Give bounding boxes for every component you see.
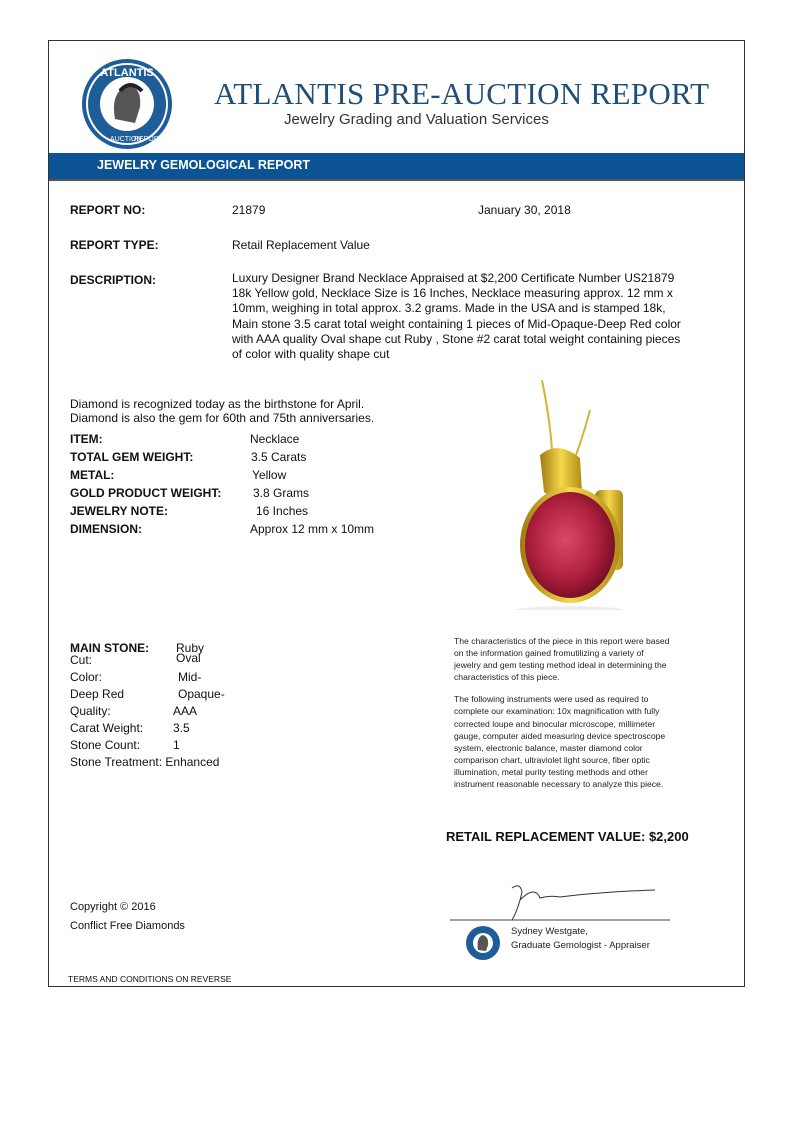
item-label: TOTAL GEM WEIGHT: bbox=[70, 450, 194, 464]
item-value: 16 Inches bbox=[256, 504, 309, 518]
quality-value: AAA bbox=[173, 704, 198, 718]
item-label: METAL: bbox=[70, 468, 115, 482]
quality-label: Quality: bbox=[70, 704, 111, 718]
report-type-label: REPORT TYPE: bbox=[70, 238, 159, 252]
carat-label: Carat Weight: bbox=[70, 721, 144, 735]
item-value: Necklace bbox=[250, 432, 300, 446]
desc-line: 18k Yellow gold, Necklace Size is 16 Inches, Necklace measuring approx. 12 mm x bbox=[232, 286, 673, 301]
desc-line: Main stone 3.5 carat total weight containing 1 pieces of Mid-Opaque-Deep Red color bbox=[232, 316, 681, 331]
birthstone-note bbox=[70, 397, 374, 425]
cut-label: Cut: bbox=[70, 653, 93, 667]
disc-line: The characteristics of the piece in this report were based bbox=[454, 636, 670, 646]
item-label: ITEM: bbox=[70, 432, 103, 446]
signer-name: Sydney Westgate, bbox=[511, 926, 588, 937]
svg-text:REPORT: REPORT bbox=[134, 136, 164, 143]
report-subtitle: Jewelry Grading and Valuation Services bbox=[284, 111, 549, 128]
signer-block bbox=[511, 925, 650, 953]
disc-line: characteristics of this piece. bbox=[454, 672, 560, 683]
main-stone-value: Ruby bbox=[176, 641, 205, 655]
item-values bbox=[250, 430, 374, 538]
birthstone-line: Diamond is recognized today as the birthstone for April. bbox=[70, 397, 365, 411]
disc-line: jewelry and gem testing method ideal in determining the bbox=[454, 660, 667, 671]
item-value: 3.5 Carats bbox=[251, 450, 307, 464]
desc-line: 10mm, weighing in total approx. 3.2 grams. Made in the USA and is stamped 18k, bbox=[232, 301, 666, 316]
section-bar bbox=[49, 153, 744, 181]
svg-text:AUCTION: AUCTION bbox=[110, 136, 142, 143]
cut-value: Oval bbox=[176, 651, 201, 665]
color-label: Color: bbox=[70, 670, 103, 684]
item-labels bbox=[70, 430, 221, 538]
treatment-value: Enhanced bbox=[165, 755, 220, 769]
report-no: 21879 bbox=[232, 203, 266, 217]
disc-line: illumination, metal purity testing methods and other bbox=[454, 766, 648, 777]
company: Conflict Free Diamonds bbox=[70, 920, 185, 932]
item-label: JEWELRY NOTE: bbox=[70, 504, 169, 518]
disc-line: system, electronic balance, master diamond color bbox=[454, 742, 643, 753]
item-label: DIMENSION: bbox=[70, 522, 142, 536]
main-stone-section bbox=[70, 640, 225, 771]
signer-title: Graduate Gemologist - Appraiser bbox=[511, 940, 650, 951]
ruby-pendant-image bbox=[470, 380, 710, 610]
item-label: GOLD PRODUCT WEIGHT: bbox=[70, 486, 222, 500]
atlantis-seal-icon bbox=[465, 925, 501, 961]
treatment-label: Stone Treatment: bbox=[70, 755, 163, 769]
count-value: 1 bbox=[173, 738, 180, 752]
report-date: January 30, 2018 bbox=[478, 203, 571, 217]
report-title: ATLANTIS PRE-AUCTION REPORT bbox=[214, 76, 710, 111]
carat-value: 3.5 bbox=[173, 721, 190, 735]
disclaimer bbox=[454, 635, 669, 790]
desc-line: with AAA quality Oval shape cut Ruby , Stone #2 carat total weight containing pieces bbox=[232, 331, 681, 346]
disc-line: gauge, computer aided measuring device spectroscope bbox=[454, 730, 666, 741]
birthstone-line: Diamond is also the gem for 60th and 75th anniversaries. bbox=[70, 411, 375, 425]
disc-line: complete our examination: 10x magnification with fully bbox=[454, 706, 660, 717]
section-title: JEWELRY GEMOLOGICAL REPORT bbox=[97, 158, 310, 172]
color-value: Mid-Opaque- bbox=[178, 670, 225, 701]
signature bbox=[450, 880, 670, 925]
description-label: DESCRIPTION: bbox=[70, 273, 157, 287]
atlantis-logo bbox=[80, 57, 174, 151]
disc-line: corrected loupe and binocular microscope, millimeter bbox=[454, 718, 656, 729]
description bbox=[232, 271, 681, 362]
desc-line: Luxury Designer Brand Necklace Appraised at $2,200 Certificate Number US21879 bbox=[232, 271, 675, 285]
main-stone-label: MAIN STONE: bbox=[70, 641, 150, 655]
report-no-label: REPORT NO: bbox=[70, 203, 146, 217]
item-value: Approx 12 mm x 10mm bbox=[250, 522, 375, 536]
retail-value: RETAIL REPLACEMENT VALUE: $2,200 bbox=[446, 829, 689, 844]
desc-line: of color with quality shape cut bbox=[232, 347, 390, 362]
terms-note: TERMS AND CONDITIONS ON REVERSE bbox=[68, 974, 232, 984]
report-type: Retail Replacement Value bbox=[232, 238, 370, 252]
disc-line: comparison chart, ultraviolet light source, fiber optic bbox=[454, 754, 650, 765]
svg-text:ATLANTIS: ATLANTIS bbox=[100, 67, 154, 79]
color-value-cont: Deep Red bbox=[70, 687, 125, 701]
item-value: 3.8 Grams bbox=[253, 486, 310, 500]
copyright: Copyright © 2016 bbox=[70, 901, 156, 913]
disc-line: instrument reasonable necessary to analyze this piece. bbox=[454, 779, 664, 790]
disc-line: on the information gained fromutilizing a variety of bbox=[454, 648, 644, 659]
disc-line: The following instruments were used as required to bbox=[454, 694, 649, 705]
item-value: Yellow bbox=[252, 468, 287, 482]
count-label: Stone Count: bbox=[70, 738, 141, 752]
